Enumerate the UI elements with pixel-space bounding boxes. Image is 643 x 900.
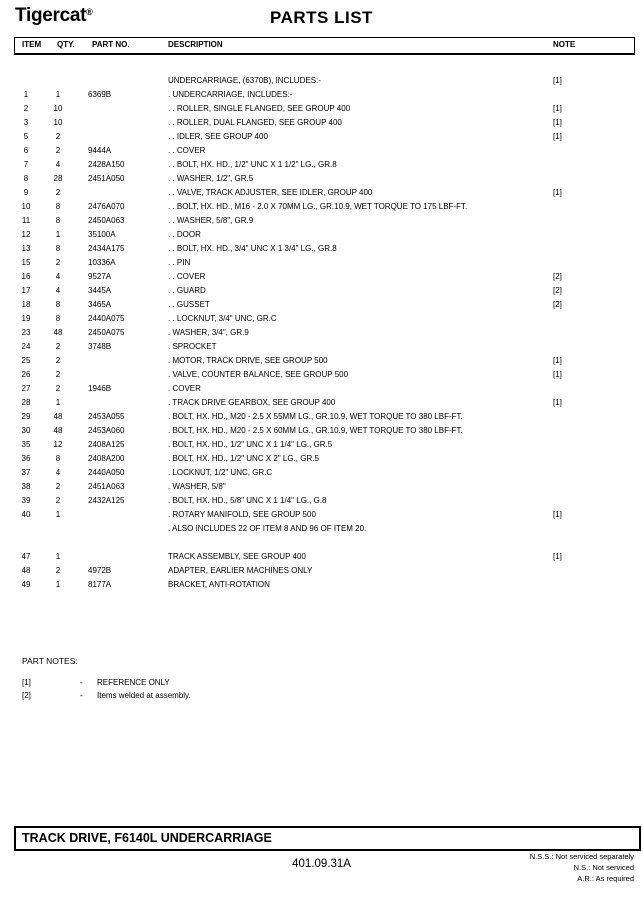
table-row [0,312,643,326]
cell-part-no: 2450A075 [88,328,125,337]
cell-description: . BOLT, HX. HD., M20 - 2.5 X 60MM LG., GR.10.9, WET TORQUE TO 380 LBF-FT. [168,426,463,435]
cell-description: . BOLT, HX. HD., 1/2" UNC X 2" LG., GR.5 [168,454,319,463]
table-row [0,438,643,452]
note-text: REFERENCE ONLY [97,678,170,687]
cell-part-no: 2428A150 [88,160,125,169]
cell-description: . COVER [168,384,201,393]
cell-item: 10 [21,202,31,211]
registered-trademark-symbol: ® [86,7,93,17]
cell-description: . . GUSSET [168,300,210,309]
table-row [0,172,643,186]
note-reference: [2] [22,691,31,700]
cell-part-no: 2440A075 [88,314,125,323]
cell-item: 6 [23,146,29,155]
cell-description: . BOLT, HX. HD., M20 - 2.5 X 55MM LG., GR.10.9, WET TORQUE TO 380 LBF-FT. [168,412,463,421]
cell-description: . . IDLER, SEE GROUP 400 [168,132,268,141]
cell-note: [1] [553,188,562,197]
cell-note: [1] [553,552,562,561]
cell-item: 19 [21,314,31,323]
cell-qty: 4 [55,468,61,477]
cell-qty: 2 [55,342,61,351]
table-row [0,382,643,396]
cell-description: . MOTOR, TRACK DRIVE, SEE GROUP 500 [168,356,328,365]
cell-item: 37 [21,468,31,477]
cell-qty: 8 [55,202,61,211]
cell-qty: 1 [55,580,61,589]
cell-item: 1 [23,90,29,99]
cell-description: . WASHER, 5/8" [168,482,226,491]
cell-qty: 2 [55,482,61,491]
cell-qty: 2 [55,370,61,379]
cell-item: 12 [21,230,31,239]
cell-description: . BOLT, HX. HD., 5/8" UNC X 1 1/4" LG., G.8 [168,496,327,505]
table-row [0,158,643,172]
cell-item: 25 [21,356,31,365]
cell-description: . . WASHER, 1/2", GR.5 [168,174,254,183]
cell-item: 27 [21,384,31,393]
table-row [0,410,643,424]
cell-description: UNDERCARRIAGE, (6370B), INCLUDES:- [168,76,321,85]
cell-item: 17 [21,286,31,295]
cell-item: 13 [21,244,31,253]
cell-description: . TRACK DRIVE GEARBOX, SEE GROUP 400 [168,398,336,407]
cell-qty: 8 [55,454,61,463]
cell-item: 8 [23,174,29,183]
cell-item: 2 [23,104,29,113]
cell-note: [2] [553,272,562,281]
cell-description: . BOLT, HX. HD., 1/2" UNC X 1 1/4" LG., GR.5 [168,440,333,449]
cell-description: BRACKET, ANTI-ROTATION [168,580,270,589]
cell-item: 9 [23,188,29,197]
cell-description: ADAPTER, EARLIER MACHINES ONLY [168,566,313,575]
cell-qty: 8 [55,300,61,309]
cell-qty: 2 [55,496,61,505]
cell-qty: 12 [53,440,63,449]
cell-item: 39 [21,496,31,505]
cell-qty: 2 [55,384,61,393]
table-row [0,480,643,494]
cell-part-no: 10336A [88,258,116,267]
part-note-row [0,689,643,702]
table-row [0,326,643,340]
table-row [0,536,643,550]
cell-description: . ROTARY MANIFOLD, SEE GROUP 500 [168,510,316,519]
table-row [0,368,643,382]
cell-qty: 48 [53,328,63,337]
table-row [0,270,643,284]
cell-part-no: 2453A055 [88,412,125,421]
cell-note: [1] [553,356,562,365]
table-row [0,578,643,592]
document-number: 401.09.31A [292,858,351,870]
table-row [0,494,643,508]
table-header-row [14,37,635,55]
cell-part-no: 2451A050 [88,174,125,183]
table-row [0,284,643,298]
cell-item: 38 [21,482,31,491]
table-row [0,452,643,466]
cell-note: [1] [553,398,562,407]
cell-description: . . GUARD [168,286,206,295]
cell-description: . . BOLT, HX. HD., M16 - 2.0 X 70MM LG., GR.10.9, WET TORQUE TO 175 LBF-FT. [168,202,468,211]
table-row [0,508,643,522]
table-row [0,186,643,200]
cell-description: . . PIN [168,258,191,267]
cell-description: . . DOOR [168,230,201,239]
cell-qty: 1 [55,230,61,239]
cell-part-no: 8177A [88,580,112,589]
table-row [0,466,643,480]
cell-description: . . BOLT, HX. HD., 3/4" UNC X 1 3/4" LG., GR.8 [168,244,337,253]
cell-item: 36 [21,454,31,463]
column-header-qty: QTY. [57,40,75,49]
cell-part-no: 4972B [88,566,112,575]
cell-description: . . LOCKNUT, 3/4" UNC, GR.C [168,314,277,323]
cell-qty: 48 [53,412,63,421]
part-notes-list [0,676,643,702]
cell-part-no: 3465A [88,300,112,309]
cell-note: [1] [553,118,562,127]
cell-note: [1] [553,132,562,141]
cell-description: . UNDERCARRIAGE, INCLUDES:- [168,90,293,99]
column-header-part-no: PART NO. [92,40,130,49]
cell-qty: 48 [53,426,63,435]
cell-description: . ALSO INCLUDES 22 OF ITEM 8 AND 96 OF ITEM 20. [168,524,367,533]
column-header-description: DESCRIPTION [168,40,223,49]
table-row [0,144,643,158]
cell-qty: 2 [55,258,61,267]
table-row [0,424,643,438]
note-reference: [1] [22,678,31,687]
part-note-row [0,676,643,689]
cell-description: . . COVER [168,146,206,155]
cell-item: 26 [21,370,31,379]
cell-part-no: 2408A200 [88,454,125,463]
cell-part-no: 2432A125 [88,496,125,505]
table-row [0,130,643,144]
cell-part-no: 3445A [88,286,112,295]
cell-part-no: 3748B [88,342,112,351]
table-row [0,242,643,256]
cell-note: [1] [553,510,562,519]
table-row [0,88,643,102]
cell-part-no: 2451A063 [88,482,125,491]
cell-item: 11 [21,216,31,225]
table-row [0,228,643,242]
cell-item: 29 [21,412,31,421]
cell-note: [1] [553,76,562,85]
cell-item: 24 [21,342,31,351]
cell-description: . WASHER, 3/4", GR.9 [168,328,249,337]
cell-item: 40 [21,510,31,519]
cell-description: . LOCKNUT, 1/2" UNC, GR.C [168,468,273,477]
cell-description: . VALVE, COUNTER BALANCE, SEE GROUP 500 [168,370,349,379]
cell-item: 35 [21,440,31,449]
cell-note: [1] [553,370,562,379]
cell-part-no: 35100A [88,230,116,239]
cell-part-no: 2434A175 [88,244,125,253]
cell-description: . SPROCKET [168,342,217,351]
cell-note: [1] [553,104,562,113]
table-row [0,298,643,312]
table-row [0,102,643,116]
table-row [0,214,643,228]
cell-item: 7 [23,160,29,169]
legend-line: A.R.: As required [577,874,634,883]
cell-item: 23 [21,328,31,337]
cell-part-no: 6369B [88,90,112,99]
part-notes-section [0,656,643,702]
table-row [0,74,643,88]
cell-note: [2] [553,286,562,295]
cell-qty: 2 [55,566,61,575]
cell-qty: 2 [55,146,61,155]
column-header-note: NOTE [553,40,576,49]
cell-part-no: 2408A125 [88,440,125,449]
cell-qty: 2 [55,188,61,197]
cell-item: 18 [21,300,31,309]
table-row [0,354,643,368]
table-row [0,116,643,130]
table-row [0,340,643,354]
cell-qty: 2 [55,132,61,141]
cell-item: 15 [21,258,31,267]
cell-part-no: 2453A060 [88,426,125,435]
cell-part-no: 1946B [88,384,112,393]
page-title: PARTS LIST [270,8,373,27]
cell-qty: 1 [55,510,61,519]
cell-part-no: 2440A050 [88,468,125,477]
cell-qty: 4 [55,286,61,295]
note-dash: - [80,678,83,687]
cell-note: [2] [553,300,562,309]
cell-item: 3 [23,118,29,127]
cell-part-no: 2450A063 [88,216,125,225]
cell-item: 16 [21,272,31,281]
cell-qty: 8 [55,216,61,225]
part-notes-heading: PART NOTES: [22,656,78,666]
cell-description: . . ROLLER, SINGLE FLANGED, SEE GROUP 400 [168,104,351,113]
note-text: Items welded at assembly. [97,691,191,700]
column-header-item: ITEM [22,40,42,49]
cell-qty: 1 [55,398,61,407]
cell-description: . . WASHER, 5/8", GR.9 [168,216,254,225]
cell-qty: 10 [53,118,63,127]
legend-line: N.S.: Not serviced [573,863,634,872]
cell-qty: 1 [55,552,61,561]
table-row [0,256,643,270]
cell-item: 47 [21,552,31,561]
parts-table-body [0,74,643,592]
legend-line: N.S.S.: Not serviced separately [529,852,634,861]
cell-description: . . VALVE, TRACK ADJUSTER, SEE IDLER, GROUP 400 [168,188,373,197]
cell-qty: 10 [53,104,63,113]
cell-qty: 8 [55,314,61,323]
cell-part-no: 2476A070 [88,202,125,211]
cell-item: 49 [21,580,31,589]
cell-part-no: 9444A [88,146,112,155]
table-row [0,564,643,578]
table-row [0,550,643,564]
cell-qty: 1 [55,90,61,99]
cell-item: 5 [23,132,29,141]
cell-qty: 4 [55,160,61,169]
footer-title-box [14,826,641,851]
cell-qty: 4 [55,272,61,281]
cell-description: . . BOLT, HX. HD., 1/2" UNC X 1 1/2" LG., GR.8 [168,160,337,169]
cell-qty: 28 [53,174,63,183]
cell-part-no: 9527A [88,272,112,281]
cell-description: TRACK ASSEMBLY, SEE GROUP 400 [168,552,306,561]
cell-item: 28 [21,398,31,407]
cell-qty: 8 [55,244,61,253]
table-row [0,396,643,410]
cell-description: . . COVER [168,272,206,281]
cell-description: . . ROLLER, DUAL FLANGED, SEE GROUP 400 [168,118,342,127]
table-row [0,522,643,536]
cell-qty: 2 [55,356,61,365]
cell-item: 30 [21,426,31,435]
table-row [0,200,643,214]
note-dash: - [80,691,83,700]
footer-title: TRACK DRIVE, F6140L UNDERCARRIAGE [22,831,272,845]
logo-text: Tigercat [15,5,87,26]
cell-item: 48 [21,566,31,575]
